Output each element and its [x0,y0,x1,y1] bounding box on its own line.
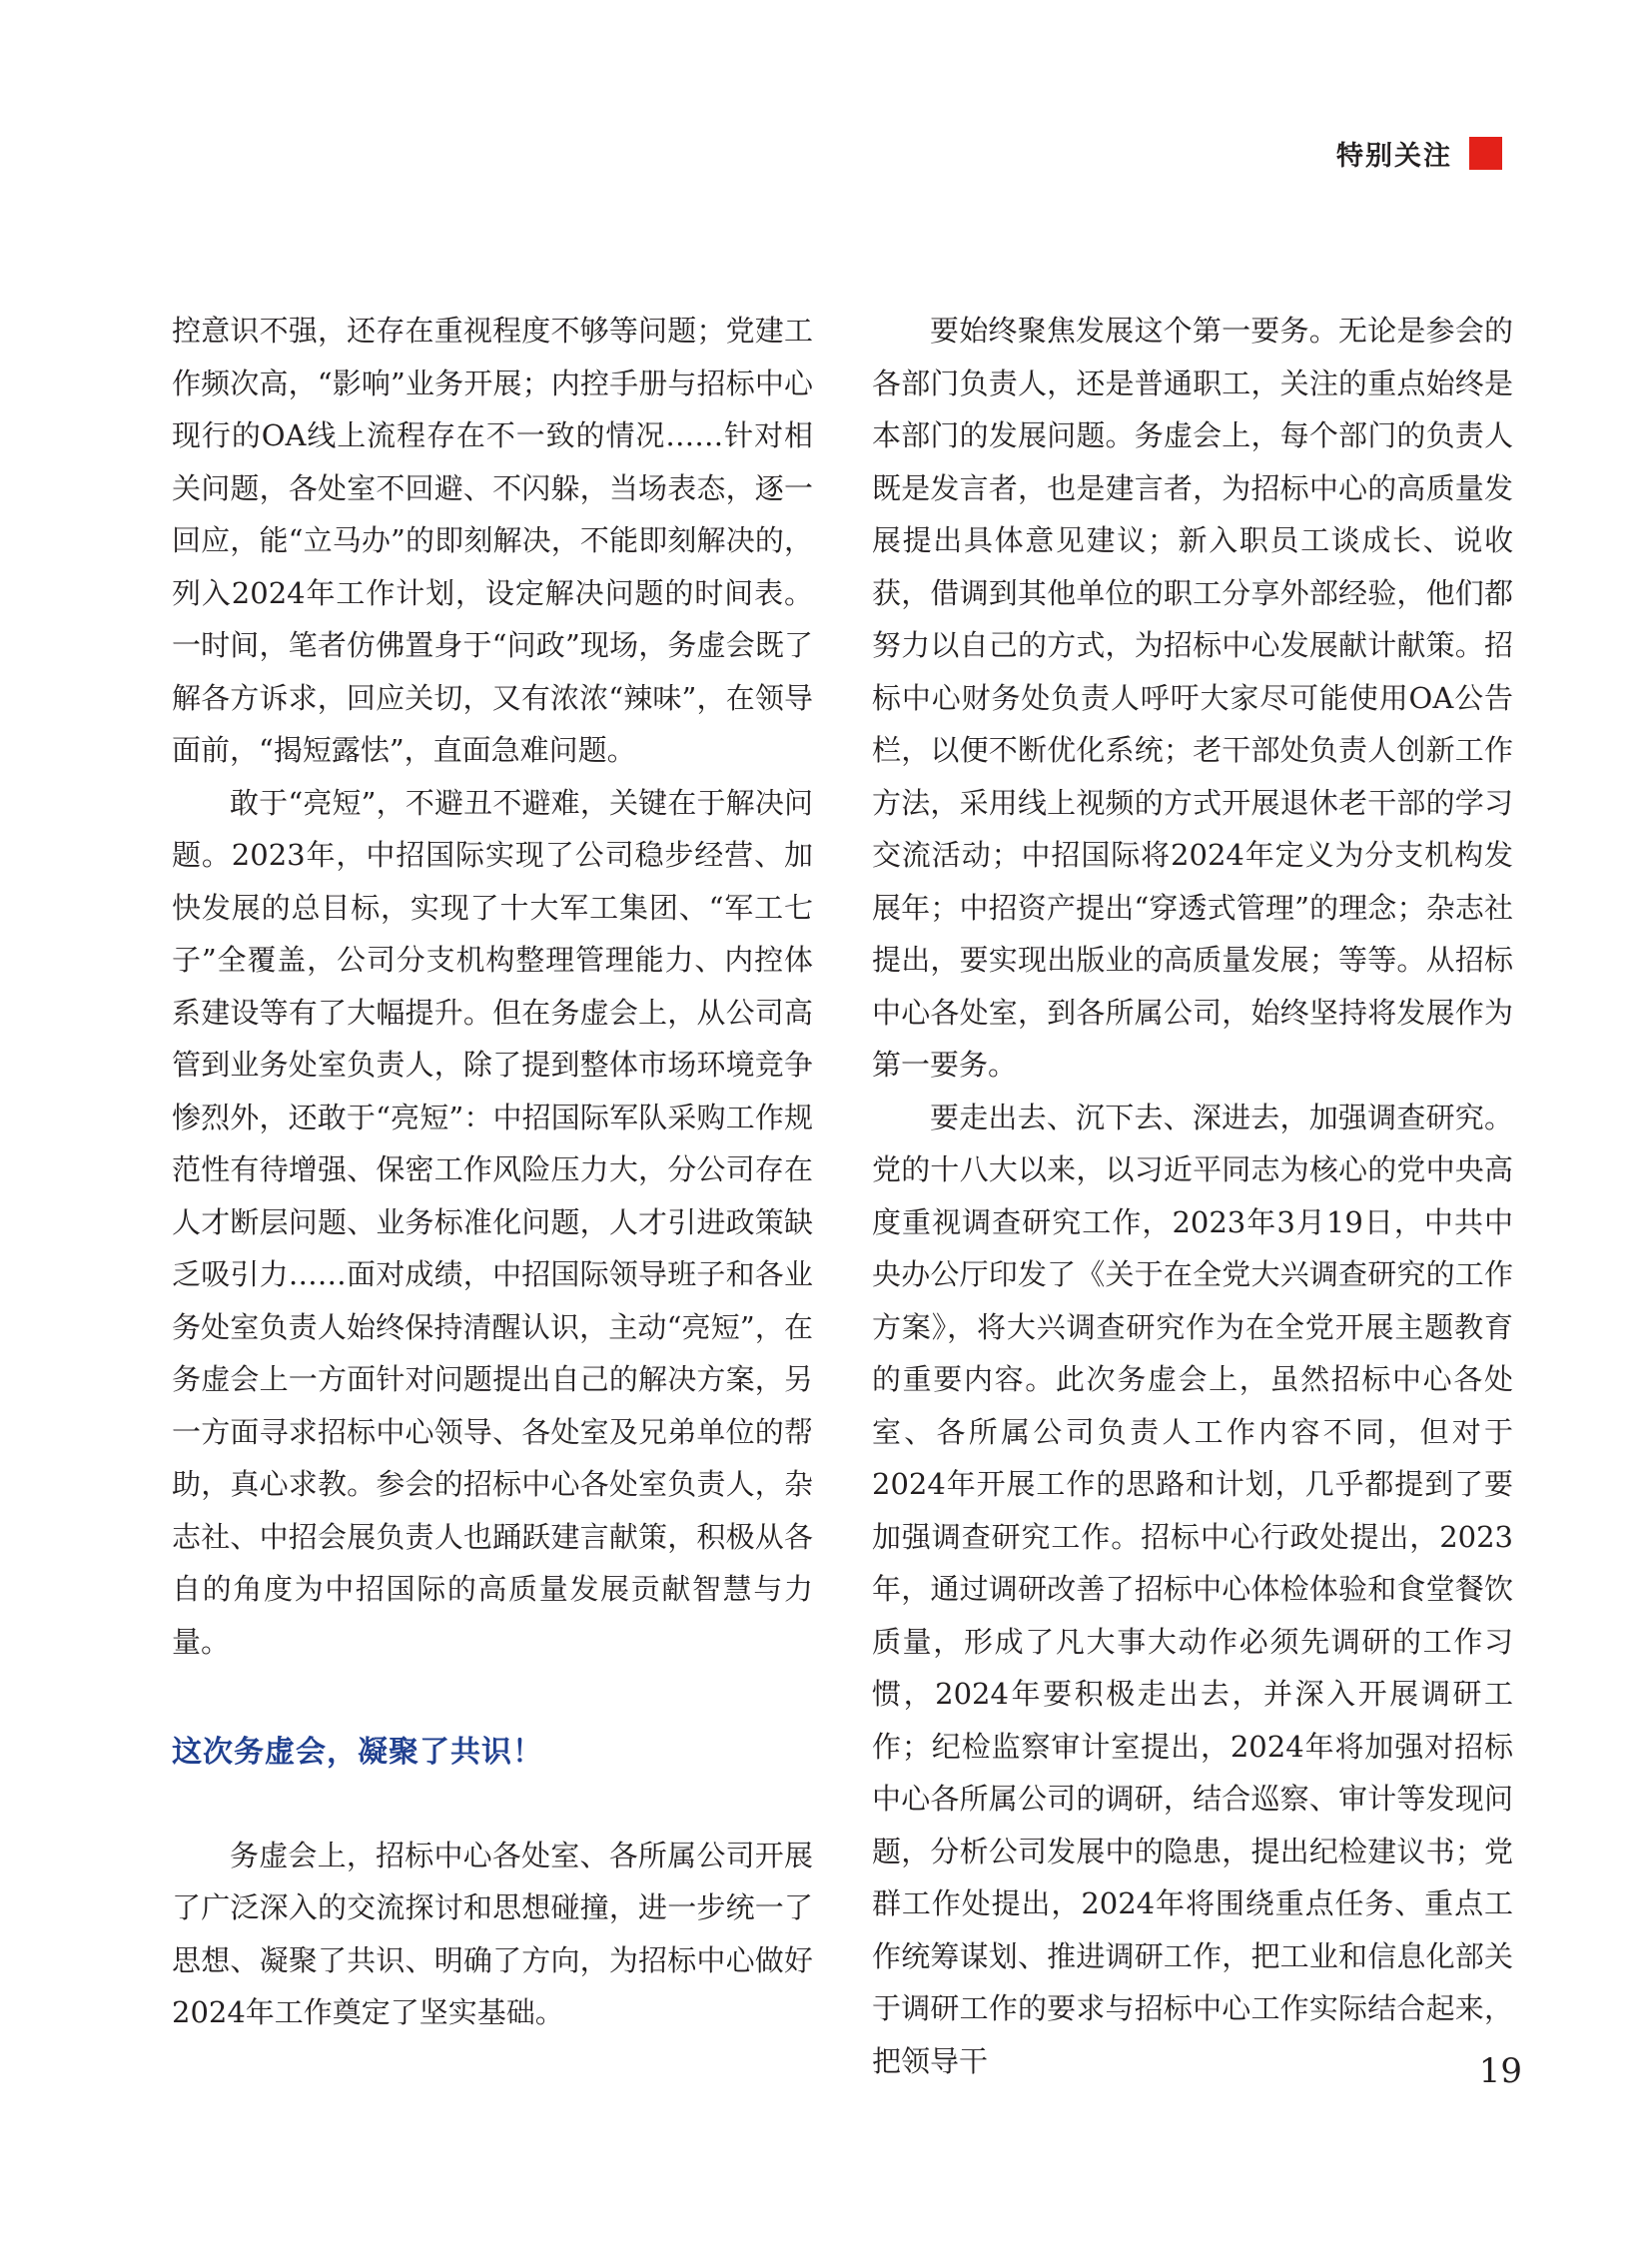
paragraph: 敢于“亮短”，不避丑不避难，关键在于解决问题。2023年，中招国际实现了公司稳步经营、加快发展的总目标，实现了十大军工集团、“军工七子”全覆盖，公司分支机构整理管理能力、内控体系建设等有了大幅提升。但在务虚会上，从公司高管到业务处室负责人，除了提到整体市场环境竞争惨烈外，还敢于“亮短”：中招国际军队采购工作规范性有待增强、保密工作风险压力大，分公司存在人才断层问题、业务标准化问题，人才引进政策缺乏吸引力……面对成绩，中招国际领导班子和各业务处室负责人始终保持清醒认识，主动“亮短”，在务虚会上一方面针对问题提出自己的解决方案，另一方面寻求招标中心领导、各处室及兄弟单位的帮助，真心求教。参会的招标中心各处室负责人，杂志社、中招会展负责人也踊跃建言献策，积极从各自的角度为中招国际的高质量发展贡献智慧与力量。 [172,785,813,1659]
page-header [1336,134,1502,173]
section-heading: 这次务虚会，凝聚了共识！ [172,1735,543,1770]
paragraph: 要走出去、沉下去、深进去，加强调查研究。党的十八大以来，以习近平同志为核心的党中央高度重视调查研究工作，2023年3月19日，中共中央办公厅印发了《关于在全党大兴调查研究的工作方案》，将大兴调查研究作为在全党开展主题教育的重要内容。此次务虚会上，虽然招标中心各处室、各所属公司负责人工作内容不同，但对于2024年开展工作的思路和计划，几乎都提到了要加强调查研究工作。招标中心行政处提出，2023年，通过调研改善了招标中心体检体验和食堂餐饮质量，形成了凡大事大动作必须先调研的工作习惯，2024年要积极走出去，并深入开展调研工作；纪检监察审计室提出，2024年将加强对招标中心各所属公司的调研，结合巡察、审计等发现问题，分析公司发展中的隐患，提出纪检建议书；党群工作处提出，2024年将围绕重点任务、重点工作统筹谋划、推进调研工作，把工业和信息化部关于调研工作的要求与招标中心工作实际结合起来，把领导干 [872,1100,1513,2078]
paragraph: 务虚会上，招标中心各处室、各所属公司开展了广泛深入的交流探讨和思想碰撞，进一步统一了思想、凝聚了共识、明确了方向，为招标中心做好2024年工作奠定了坚实基础。 [172,1838,813,2029]
paragraph-continuation: 控意识不强，还存在重视程度不够等问题；党建工作频次高，“影响”业务开展；内控手册与招标中心现行的OA线上流程存在不一致的情况……针对相关问题，各处室不回避、不闪躲，当场表态，逐一回应，能“立马办”的即刻解决，不能即刻解决的，列入2024年工作计划，设定解决问题的时间表。一时间，笔者仿佛置身于“问政”现场，务虚会既了解各方诉求，回应关切，又有浓浓“辣味”，在领导面前，“揭短露怯”，直面急难问题。 [172,314,813,767]
section-label: 特别关注 [1336,141,1452,172]
paragraph: 要始终聚焦发展这个第一要务。无论是参会的各部门负责人，还是普通职工，关注的重点始终是本部门的发展问题。务虚会上，每个部门的负责人既是发言者，也是建言者，为招标中心的高质量发展提出具体意见建议；新入职员工谈成长、说收获，借调到其他单位的职工分享外部经验，他们都努力以自己的方式，为招标中心发展献计献策。招标中心财务处负责人呼吁大家尽可能使用OA公告栏，以便不断优化系统；老干部处负责人创新工作方法，采用线上视频的方式开展退休老干部的学习交流活动；中招国际将2024年定义为分支机构发展年；中招资产提出“穿透式管理”的理念；杂志社提出，要实现出版业的高质量发展；等等。从招标中心各处室，到各所属公司，始终坚持将发展作为第一要务。 [872,314,1513,1082]
right-column [872,305,1513,2087]
red-square-marker-icon [1469,137,1502,170]
left-column [172,305,813,2039]
page-number: 19 [1478,2051,1522,2091]
